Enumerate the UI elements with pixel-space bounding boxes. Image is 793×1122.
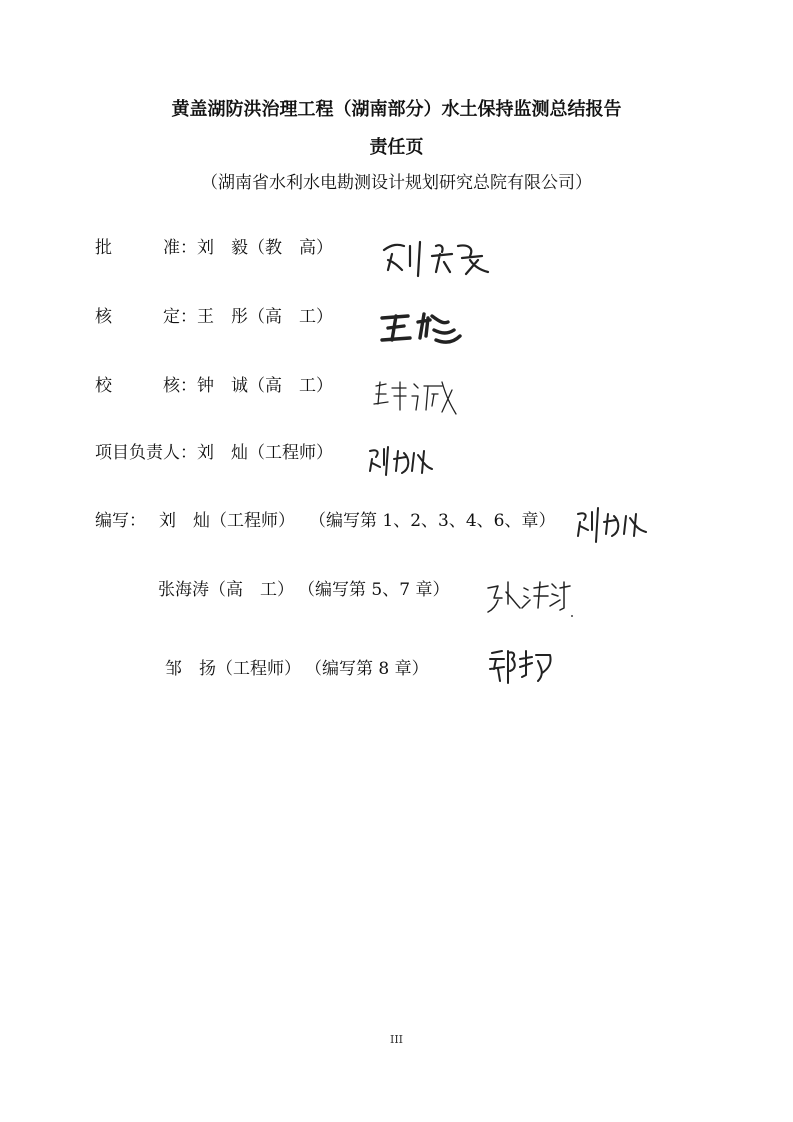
role-row-review: [95, 374, 333, 398]
author-row: [158, 578, 449, 602]
signature-image: [366, 443, 446, 479]
signature-image: [372, 374, 462, 422]
signature-image: [484, 574, 584, 620]
author-name: 张海涛（高 工）: [158, 580, 294, 600]
author-row: [165, 657, 429, 681]
role-label: 校 核：: [95, 376, 197, 396]
role-person: 王 彤（高 工）: [197, 307, 333, 327]
author-name: 刘 灿（工程师）: [159, 511, 295, 531]
role-label: 批 准：: [95, 238, 197, 258]
role-person: 钟 诚（高 工）: [197, 376, 333, 396]
role-person: 刘 毅（教 高）: [197, 238, 333, 258]
role-row-approve: [95, 236, 333, 260]
signature-image: [486, 645, 566, 687]
signature-image: [378, 308, 478, 348]
author-row: [95, 509, 555, 533]
role-label: 项目负责人：: [95, 443, 197, 463]
role-person: 刘 灿（工程师）: [197, 443, 333, 463]
report-title: 黄盖湖防洪治理工程（湖南部分）水土保持监测总结报告: [171, 99, 622, 120]
role-row-verify: [95, 305, 333, 329]
author-chapters: （编写第 8 章）: [305, 659, 429, 679]
organization-name: （湖南省水利水电勘测设计规划研究总院有限公司）: [201, 173, 592, 193]
author-name: 邹 扬（工程师）: [165, 659, 301, 679]
author-chapters: （编写第 5、7 章）: [298, 580, 450, 600]
role-label: 核 定：: [95, 307, 197, 327]
signature-image: [574, 506, 664, 546]
author-chapters: （编写第 1、2、3、4、6、章）: [309, 511, 556, 531]
signature-image: [378, 232, 498, 282]
authors-label: 编写：: [95, 511, 146, 531]
role-row-project-lead: [95, 441, 333, 465]
page-subtitle: 责任页: [369, 137, 424, 158]
page-number: III: [389, 1033, 404, 1046]
